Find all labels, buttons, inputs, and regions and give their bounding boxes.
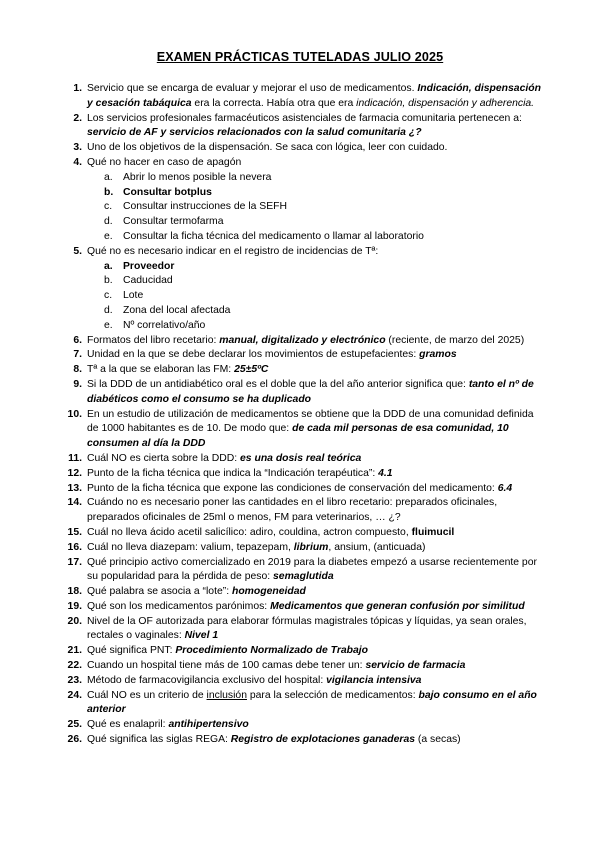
question-text: Qué no hacer en caso de apagón bbox=[87, 156, 242, 168]
question-text: Qué palabra se asocia a “lote”: bbox=[87, 586, 232, 598]
question-10 bbox=[0, 408, 545, 452]
answer-text: vigilancia intensiva bbox=[326, 674, 422, 686]
question-number: 22. bbox=[67, 660, 82, 672]
answer-text: servicio de farmacia bbox=[365, 660, 466, 672]
option-text: Consultar botplus bbox=[123, 186, 212, 198]
question-text: Cuál no lleva diazepam: valium, tepazepam, bbox=[87, 541, 294, 553]
question-text: Servicio que se encarga de evaluar y mejorar el uso de medicamentos. bbox=[87, 83, 418, 94]
question-text: (a secas) bbox=[415, 734, 461, 746]
question-6 bbox=[0, 334, 545, 349]
question-4 bbox=[0, 156, 545, 245]
answer-text: Procedimiento Normalizado de Trabajo bbox=[175, 645, 369, 657]
option-letter: b. bbox=[104, 186, 114, 198]
question-number: 2. bbox=[73, 112, 82, 124]
question-number: 9. bbox=[73, 378, 82, 390]
question-text: Los servicios profesionales farmacéuticos asistenciales de farmacia comunitaria pertenecen a: bbox=[87, 112, 522, 124]
question-text: Qué principio activo comercializado en 2019 para la diabetes empezó a usarse recientemente por su popularidad para la pérdida de peso: bbox=[87, 556, 537, 583]
question-text: Uno de los objetivos de la dispensación. Se saca con lógica, leer con cuidado. bbox=[87, 142, 448, 154]
question-number: 1. bbox=[73, 83, 82, 94]
option-text: Consultar la ficha técnica del medicamento o llamar al laboratorio bbox=[123, 230, 424, 242]
question-number: 6. bbox=[73, 334, 82, 346]
question-23 bbox=[0, 674, 545, 689]
question-text: Qué es enalapril: bbox=[87, 719, 169, 731]
answer-text: servicio de AF y servicios relacionados con la salud comunitaria ¿? bbox=[87, 127, 422, 139]
question-25 bbox=[0, 718, 545, 733]
question-number: 8. bbox=[73, 364, 82, 376]
answer-text: Indicación, dispensación y cesación tabáquica bbox=[87, 83, 541, 109]
option-item bbox=[87, 319, 545, 334]
question-number: 3. bbox=[73, 142, 82, 154]
option-letter: b. bbox=[104, 275, 113, 287]
question-3 bbox=[0, 141, 545, 156]
question-number: 5. bbox=[73, 245, 82, 257]
question-text: (reciente, de marzo del 2025) bbox=[385, 334, 525, 346]
answer-text: bajo consumo en el año anterior bbox=[87, 689, 537, 716]
option-letter: d. bbox=[104, 304, 113, 316]
option-item-correct bbox=[87, 186, 545, 201]
option-text: Nº correlativo/año bbox=[123, 319, 206, 331]
question-20 bbox=[0, 615, 545, 645]
question-text: Punto de la ficha técnica que indica la “Indicación terapéutica”: bbox=[87, 467, 379, 479]
option-text: Abrir lo menos posible la nevera bbox=[123, 171, 272, 183]
question-text: era la correcta. Había otra que era bbox=[191, 97, 357, 109]
question-1 bbox=[0, 82, 545, 112]
option-text: Caducidad bbox=[123, 275, 173, 287]
question-text: Si la DDD de un antidiabético oral es el doble que la del año anterior significa que: bbox=[87, 378, 469, 390]
question-text: Cuando un hospital tiene más de 100 camas debe tener un: bbox=[87, 660, 366, 672]
question-number: 10. bbox=[67, 408, 82, 420]
answer-text: es una dosis real teórica bbox=[240, 452, 362, 464]
question-19 bbox=[0, 600, 545, 615]
question-text: Qué significa las siglas REGA: bbox=[87, 734, 231, 746]
question-number: 26. bbox=[67, 734, 82, 746]
question-text: Punto de la ficha técnica que expone las condiciones de conservación del medicamento: bbox=[87, 482, 498, 494]
answer-text: fluimucil bbox=[411, 526, 455, 538]
answer-text: librium bbox=[293, 541, 329, 553]
question-text: Tª a la que se elaboran las FM: bbox=[87, 364, 235, 376]
question-number: 12. bbox=[67, 467, 82, 479]
question-15 bbox=[0, 526, 545, 541]
option-letter: c. bbox=[104, 201, 113, 213]
question-13 bbox=[0, 482, 545, 497]
option-letter: c. bbox=[104, 290, 113, 302]
question-number: 18. bbox=[67, 586, 82, 598]
option-letter: a. bbox=[104, 171, 113, 183]
question-number: 13. bbox=[67, 482, 82, 494]
question-text: para la selección de medicamentos: bbox=[246, 689, 419, 701]
option-letter: e. bbox=[104, 230, 113, 242]
answer-text: 6.4 bbox=[497, 482, 513, 494]
question-21 bbox=[0, 644, 545, 659]
question-8 bbox=[0, 363, 545, 378]
answer-text: Registro de explotaciones ganaderas bbox=[230, 734, 416, 746]
question-number: 14. bbox=[67, 497, 82, 509]
question-5 bbox=[0, 245, 545, 334]
option-item-correct bbox=[87, 260, 545, 275]
option-item bbox=[87, 289, 545, 304]
option-item bbox=[87, 200, 545, 215]
answer-text: 25±5ºC bbox=[234, 364, 269, 376]
option-item bbox=[87, 171, 545, 186]
option-letter: e. bbox=[104, 319, 113, 331]
answer-text: antihipertensivo bbox=[168, 719, 249, 731]
question-text: Nivel de la OF autorizada para elaborar fórmulas magistrales tópicas y líquidas, ya sean orales, rectales o vaginales: bbox=[87, 615, 527, 642]
option-text: Consultar termofarma bbox=[123, 216, 224, 228]
question-14 bbox=[0, 496, 545, 526]
question-number: 24. bbox=[67, 689, 82, 701]
question-text: Cuál NO es cierta sobre la DDD: bbox=[87, 452, 241, 464]
answer-text: manual, digitalizado y electrónico bbox=[219, 334, 386, 346]
answer-text: gramos bbox=[419, 349, 457, 361]
question-text: , ansium, (anticuada) bbox=[328, 541, 426, 553]
question-17 bbox=[0, 556, 545, 586]
question-number: 19. bbox=[67, 600, 82, 612]
option-item bbox=[87, 215, 545, 230]
question-9 bbox=[0, 378, 545, 408]
question-number: 15. bbox=[67, 526, 82, 538]
option-list bbox=[87, 171, 545, 245]
question-text: Cuándo no es necesario poner las cantidades en el libro recetario: preparados oficinales, preparados oficinales de 25ml o menos, FM para veterinarios, … ¿? bbox=[87, 497, 498, 524]
question-text: Unidad en la que se debe declarar los movimientos de estupefacientes: bbox=[87, 349, 420, 361]
question-text: Cuál NO es un criterio de bbox=[87, 689, 207, 701]
question-list bbox=[0, 82, 545, 748]
question-2 bbox=[0, 112, 545, 142]
question-number: 7. bbox=[73, 349, 82, 361]
question-16 bbox=[0, 541, 545, 556]
question-24 bbox=[0, 689, 545, 719]
question-11 bbox=[0, 452, 545, 467]
exam-title: EXAMEN PRÁCTICAS TUTELADAS JULIO 2025 bbox=[156, 50, 444, 64]
question-text: Formatos del libro recetario: bbox=[87, 334, 220, 346]
option-letter: d. bbox=[104, 216, 113, 228]
question-18 bbox=[0, 585, 545, 600]
option-text: Lote bbox=[123, 290, 144, 302]
option-text: Zona del local afectada bbox=[123, 304, 231, 316]
question-number: 23. bbox=[67, 674, 82, 686]
answer-text: 4.1 bbox=[378, 467, 393, 479]
question-number: 17. bbox=[67, 556, 82, 568]
option-item bbox=[87, 304, 545, 319]
question-22 bbox=[0, 659, 545, 674]
alternative-answer: indicación, dispensación y adherencia. bbox=[356, 97, 535, 109]
question-text: Método de farmacovigilancia exclusivo del hospital: bbox=[87, 674, 327, 686]
question-12 bbox=[0, 467, 545, 482]
question-number: 21. bbox=[67, 645, 82, 657]
option-item bbox=[87, 274, 545, 289]
question-text: En un estudio de utilización de medicamentos se obtiene que la DDD de una comunidad definida de 1000 habitantes es de 10. De modo que: bbox=[87, 408, 534, 435]
question-text: Cuál no lleva ácido acetil salicílico: adiro, couldina, actron compuesto, bbox=[87, 526, 412, 538]
question-number: 20. bbox=[67, 615, 82, 627]
option-text: Proveedor bbox=[123, 260, 175, 272]
question-number: 11. bbox=[68, 452, 82, 464]
question-number: 16. bbox=[67, 541, 82, 553]
question-text: Qué significa PNT: bbox=[87, 645, 176, 657]
option-item bbox=[87, 230, 545, 245]
question-text: Qué son los medicamentos parónimos: bbox=[87, 600, 271, 612]
answer-text: de cada mil personas de esa comunidad, 10 consumen al día la DDD bbox=[87, 423, 509, 450]
answer-text: Medicamentos que generan confusión por similitud bbox=[270, 600, 525, 612]
answer-text: Nivel 1 bbox=[184, 630, 219, 642]
question-number: 4. bbox=[73, 156, 82, 168]
question-text: Qué no es necesario indicar en el registro de incidencias de Tª: bbox=[87, 245, 379, 257]
answer-text: semaglutida bbox=[273, 571, 334, 583]
option-list bbox=[87, 260, 545, 334]
option-text: Consultar instrucciones de la SEFH bbox=[123, 201, 288, 213]
answer-text: tanto el nº de diabéticos como el consumo se ha duplicado bbox=[87, 378, 534, 405]
answer-text: homogeneidad bbox=[231, 586, 306, 598]
option-letter: a. bbox=[104, 260, 113, 272]
question-number: 25. bbox=[67, 719, 82, 731]
underlined-text: inclusión bbox=[206, 689, 247, 701]
question-7 bbox=[0, 348, 545, 363]
question-26 bbox=[0, 733, 545, 748]
